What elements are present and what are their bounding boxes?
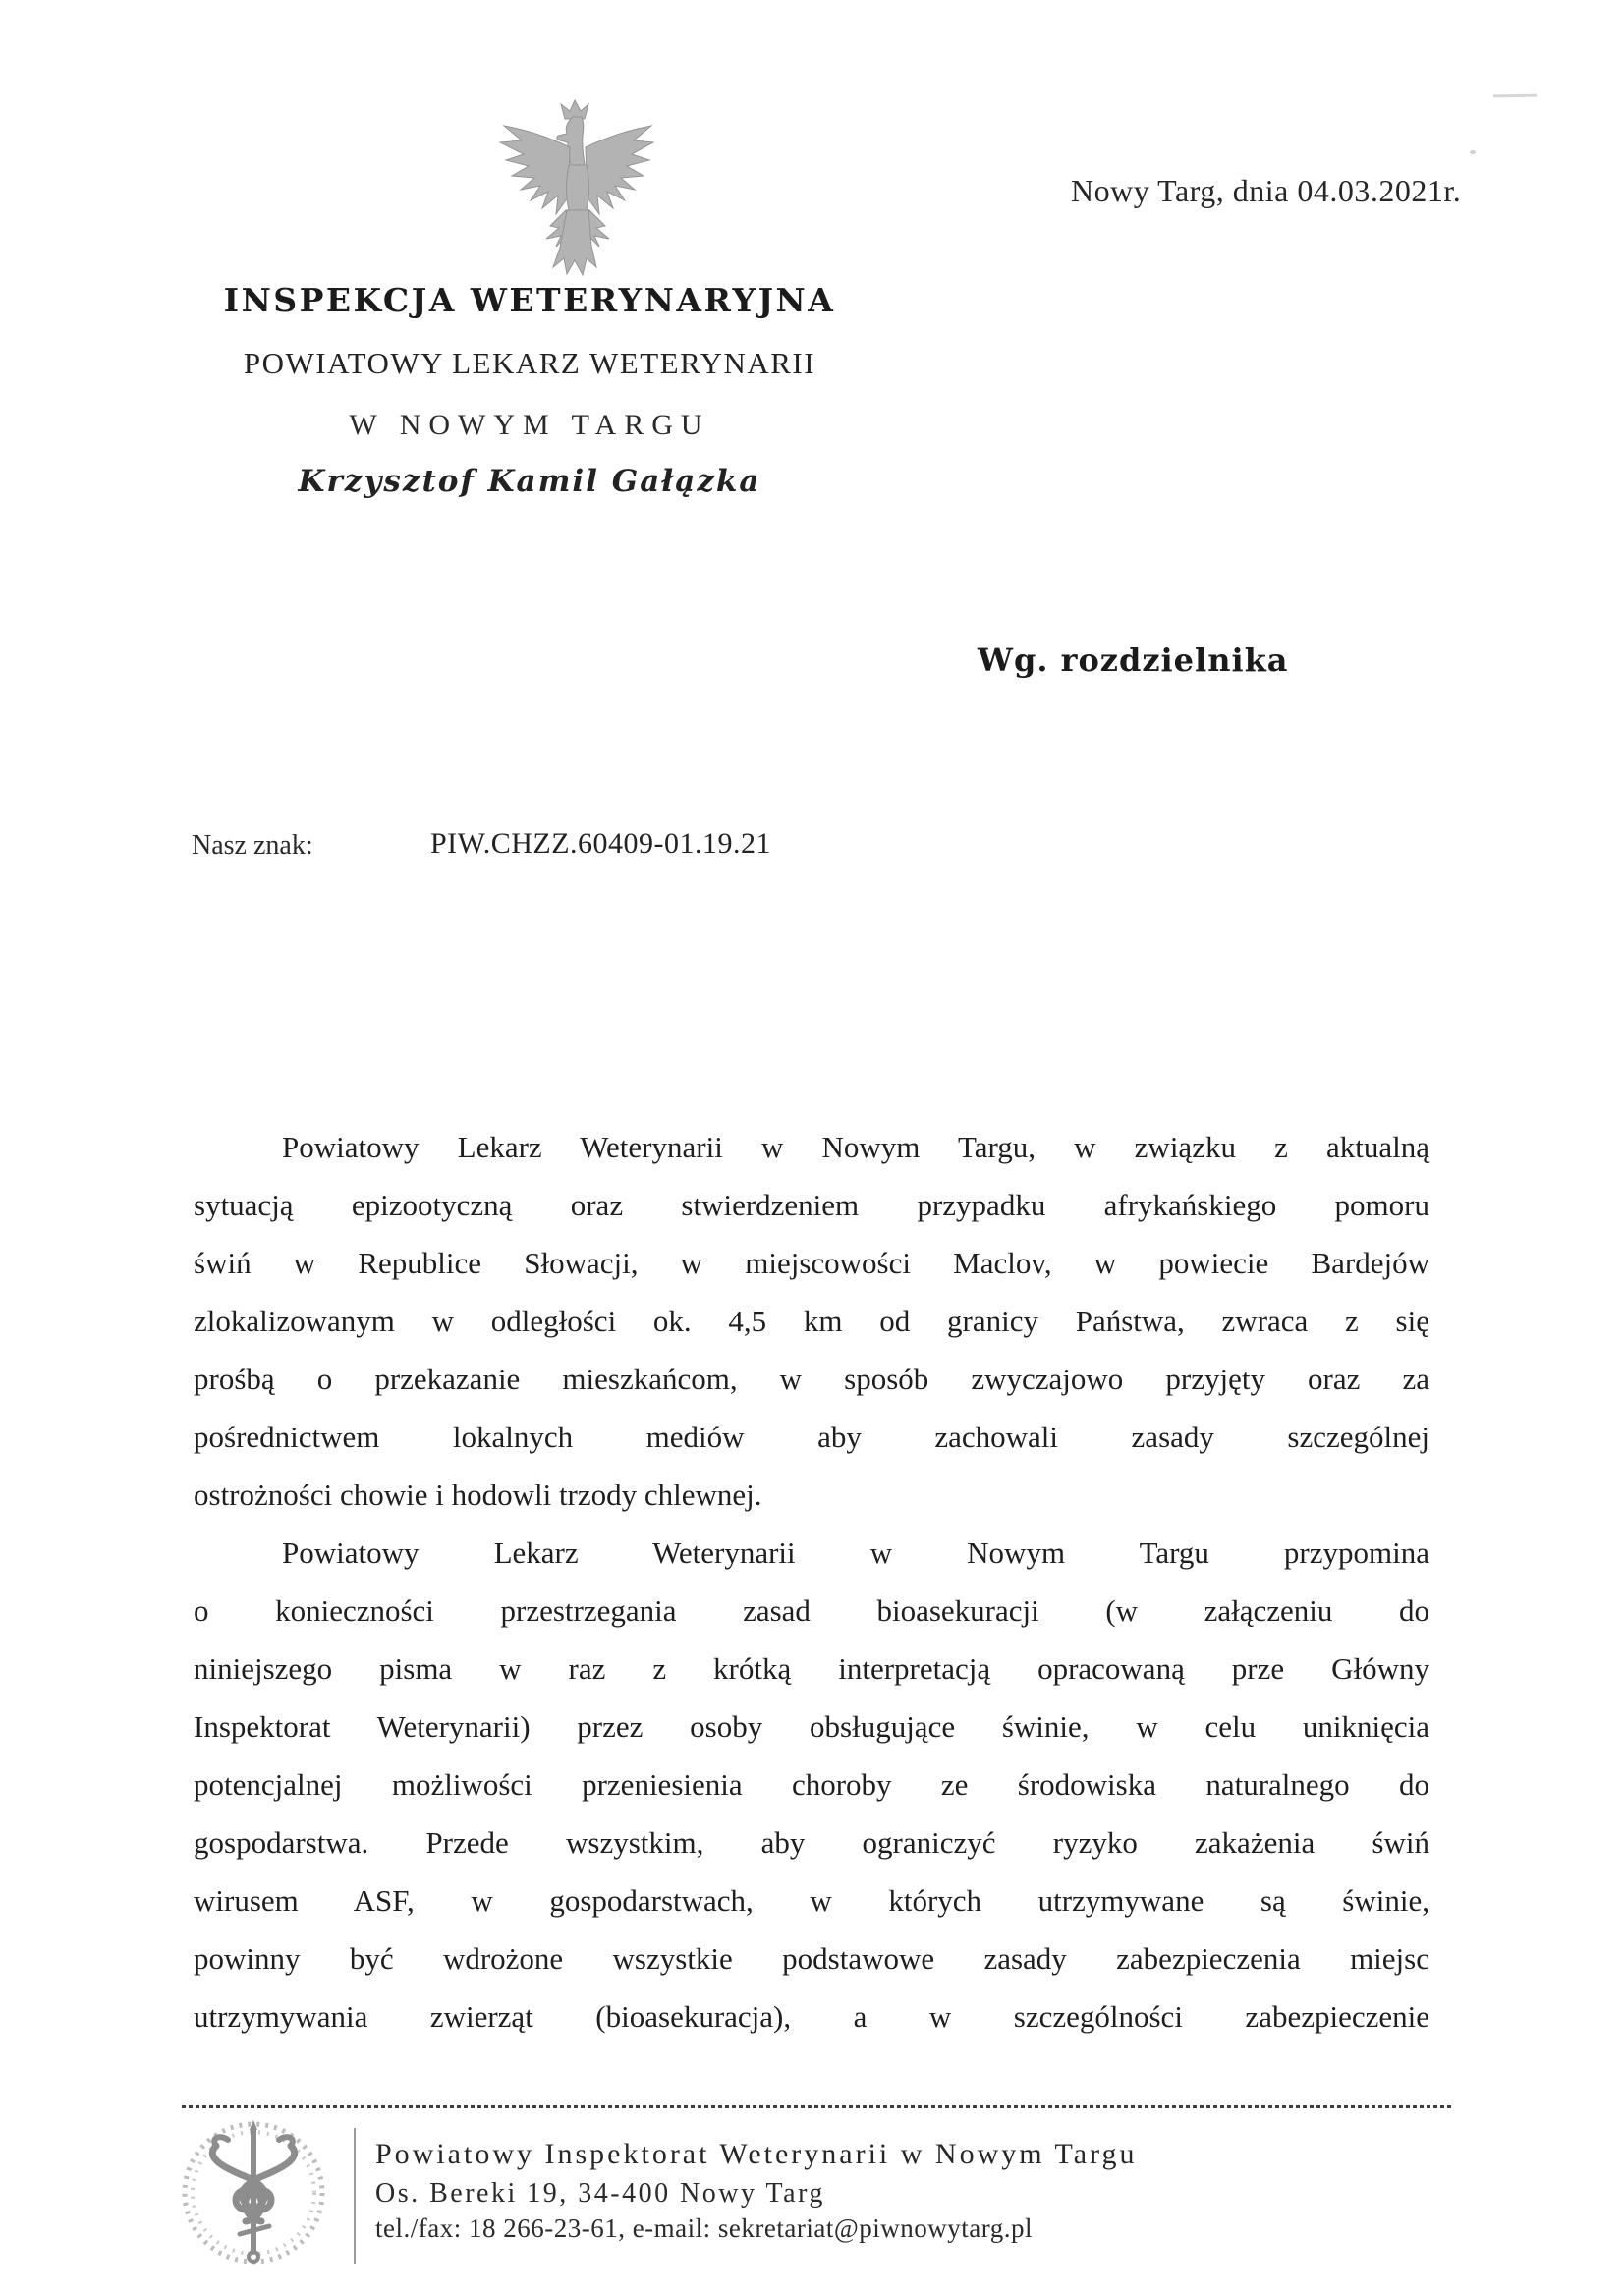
scan-artifact	[1470, 150, 1476, 154]
body-text-line: niniejszego pisma w raz z krótką interpretacją opracowaną prze Główny	[194, 1652, 1429, 1686]
body-text-line: Inspektorat Weterynarii) przez osoby obsługujące świnie, w celu uniknięcia	[194, 1709, 1429, 1744]
footer-separator-line	[354, 2128, 356, 2264]
footer-address: Os. Bereki 19, 34-400 Nowy Targ	[375, 2178, 825, 2209]
footer-org-name: Powiatowy Inspektorat Weterynarii w Nowym Targu	[375, 2138, 1138, 2170]
body-text-line: ostrożności chowie i hodowli trzody chlewnej.	[194, 1478, 762, 1512]
org-name-line3: W NOWYM TARGU	[349, 409, 710, 441]
scan-artifact	[1493, 94, 1537, 98]
body-text-line: sytuacją epizootyczną oraz stwierdzeniem przypadku afrykańskiego pomoru	[194, 1188, 1429, 1222]
body-text-line: prośbą o przekazanie mieszkańcom, w sposób zwyczajowo przyjęty oraz za	[194, 1362, 1429, 1396]
body-text-line: gospodarstwa. Przede wszystkim, aby ograniczyć ryzyko zakażenia świń	[194, 1825, 1429, 1860]
body-text-line: zlokalizowanym w odległości ok. 4,5 km od granicy Państwa, zwraca z się	[194, 1304, 1429, 1338]
body-text-line: potencjalnej możliwości przeniesienia choroby ze środowiska naturalnego do	[194, 1767, 1429, 1802]
body-text-line: wirusem ASF, w gospodarstwach, w których utrzymywane są świnie,	[194, 1883, 1429, 1918]
body-text-line: Powiatowy Lekarz Weterynarii w Nowym Targu przypomina	[282, 1536, 1429, 1570]
body-text-line: o konieczności przestrzegania zasad bioasekuracji (w załączeniu do	[194, 1594, 1429, 1628]
body-text-line: utrzymywania zwierząt (bioasekuracja), a w szczególności zabezpieczenie	[194, 1999, 1429, 2034]
recipient-line: Wg. rozdzielnika	[978, 642, 1289, 679]
paragraph-2	[194, 1524, 1429, 2045]
org-name-line1: INSPEKCJA WETERYNARYJNA	[223, 281, 836, 319]
org-name-line2: POWIATOWY LEKARZ WETERYNARII	[243, 346, 816, 380]
veterinary-caduceus-icon	[175, 2115, 332, 2274]
body-text-line: powinny być wdrożone wszystkie podstawowe zasady zabezpieczenia miejsc	[194, 1941, 1429, 1976]
reference-number: PIW.CHZZ.60409-01.19.21	[430, 827, 772, 860]
body-text-line: Powiatowy Lekarz Weterynarii w Nowym Targu, w związku z aktualną	[282, 1130, 1429, 1164]
reference-label: Nasz znak:	[192, 830, 313, 861]
paragraph-1	[194, 1118, 1429, 1524]
letter-body	[194, 1118, 1429, 2045]
date-line: Nowy Targ, dnia 04.03.2021r.	[1071, 173, 1462, 208]
polish-eagle-emblem-icon	[494, 98, 655, 285]
signatory-name: Krzysztof Kamil Gałązka	[298, 464, 761, 499]
footer-contact: tel./fax: 18 266-23-61, e-mail: sekretariat@piwnowytarg.pl	[375, 2213, 1033, 2243]
footer-divider	[182, 2105, 1451, 2108]
body-text-line: pośrednictwem lokalnych mediów aby zachowali zasady szczególnej	[194, 1420, 1429, 1454]
body-text-line: świń w Republice Słowacji, w miejscowości Maclov, w powiecie Bardejów	[194, 1246, 1429, 1280]
